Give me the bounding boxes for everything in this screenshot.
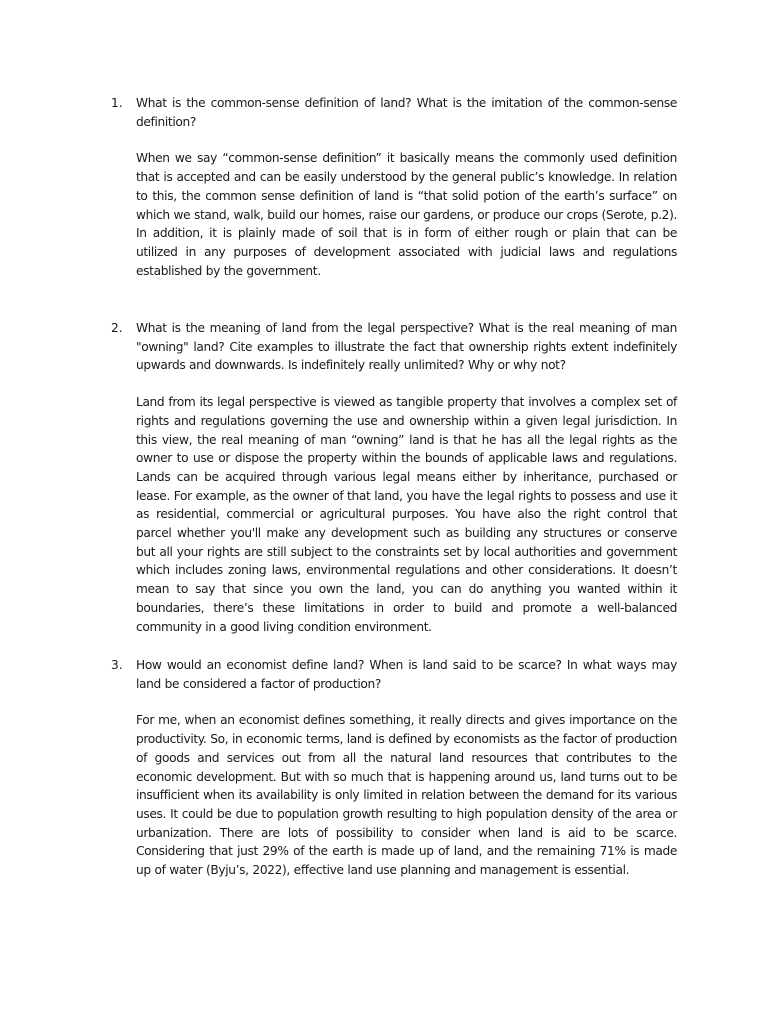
question-row: [111, 656, 677, 693]
answer-paragraph: For me, when an economist defines something, it really directs and gives importance on the productivity. So, in economic terms, land is defined by economists as the factor of production of goods and services out from all the natural land resources that contributes to the economic development. But with so much that is happening around us, land turns out to be insufficient when its availability is only limited in relation between the demand for its various uses. It could be due to population growth resulting to high population density of the area or urbanization. There are lots of possibility to consider when land is aid to be scarce. Considering that just 29% of the earth is made up of land, and the remaining 71% is made up of water (Byju’s, 2022), effective land use planning and management is essential.: [136, 713, 677, 878]
question-block-2: [111, 319, 677, 636]
question-text: What is the meaning of land from the legal perspective? What is the real meaning of man "owning" land? Cite examples to illustrate the fact that ownership rights extent indefinitely upwards and downwards. Is indefinitely really unlimited? Why or why not?: [136, 321, 677, 373]
question-row: [111, 94, 677, 131]
question-block-3: [111, 656, 677, 880]
question-block-1: [111, 94, 677, 280]
question-text: What is the common-sense definition of land? What is the imitation of the common-sense definition?: [136, 96, 677, 129]
answer-paragraph: When we say “common-sense definition” it basically means the commonly used definition that is accepted and can be easily understood by the general public’s knowledge. In relation to this, the common sense definition of land is “that solid potion of the earth’s surface” on which we stand, walk, build our homes, raise our gardens, or produce our crops (Serote, p.2). In addition, it is plainly made of soil that is in form of either rough or plain that can be utilized in any purposes of development associated with judicial laws and regulations established by the government.: [136, 151, 677, 278]
question-number: 1.: [111, 96, 123, 110]
question-number: 2.: [111, 321, 123, 335]
question-number: 3.: [111, 658, 123, 672]
question-row: [111, 319, 677, 375]
question-text: How would an economist define land? When is land said to be scarce? In what ways may land be considered a factor of production?: [136, 658, 677, 691]
answer-paragraph: Land from its legal perspective is viewed as tangible property that involves a complex set of rights and regulations governing the use and ownership within a given legal jurisdiction. In this view, the real meaning of man “owning” land is that he has all the legal rights as the owner to use or dispose the property within the bounds of applicable laws and regulations. Lands can be acquired through various legal means either by inheritance, purchased or lease. For example, as the owner of that land, you have the legal rights to possess and use it as residential, commercial or agricultural purposes. You have also the right control that parcel whether you'll make any development such as building any structures or conserve but all your rights are still subject to the constraints set by local authorities and government which includes zoning laws, environmental regulations and other considerations. It doesn’t mean to say that since you own the land, you can do anything you wanted within it boundaries, there’s these limitations in order to build and promote a well-balanced community in a good living condition environment.: [136, 395, 677, 634]
